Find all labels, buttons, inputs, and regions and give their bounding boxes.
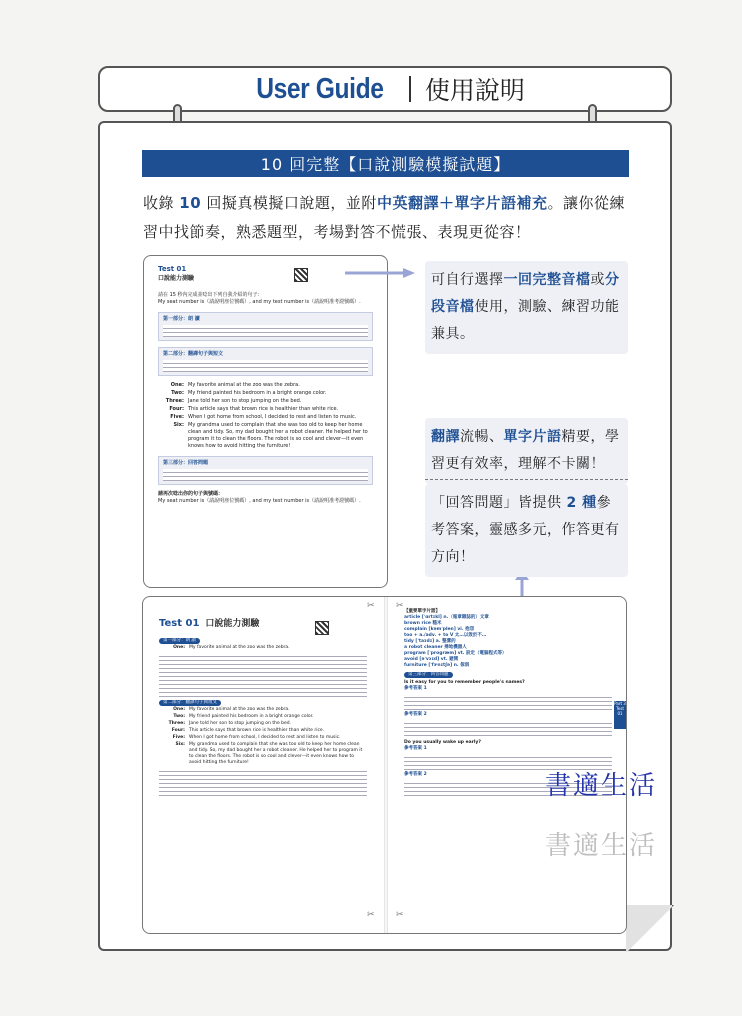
list-item [159, 735, 367, 741]
intro-text: 回擬真模擬口說題，並附 [201, 194, 377, 212]
scissors-icon: ✂ [367, 601, 375, 611]
side-tab: Part 3 Test 01 [614, 701, 626, 729]
list-item [159, 742, 367, 766]
qa-text: When I got home from school, I decided to rest and listen to music. [189, 735, 341, 740]
list-item [159, 728, 367, 734]
test-page-preview [143, 255, 388, 588]
qa-number: One: [173, 707, 185, 712]
intro-line-2: My seat number is（請說明座位號碼）, and my test number is（請說明准考證號碼）. [158, 299, 361, 305]
outro-line-2: My seat number is（請說明座位號碼）, and my test number is（請說明准考證號碼）. [158, 498, 361, 504]
qa-text: Jane told her son to stop jumping on the bed. [189, 721, 292, 726]
qa-text: My grandma used to complain that she was too old to keep her home clean and tidy. So, my dad bought her a robot cleaner. He helped her to program it to clean the floors. The robot is so cool and clever—it even knows how to avoid hitting the furniture! [188, 422, 368, 449]
qa-text: My favorite animal at the zoo was the zebra. [188, 382, 300, 388]
intro-number: 10 [179, 194, 202, 212]
intro-text: 收錄 [143, 194, 180, 212]
question-2: Do you usually wake up early? [404, 740, 481, 745]
spread-test-label: Test 01 [159, 618, 200, 629]
callout-highlight: 分段音檔 [431, 272, 620, 315]
qr-code-icon [294, 268, 308, 282]
reference-answer-label: 參考答案 2 [404, 772, 427, 777]
text-lines [159, 768, 367, 796]
list-item: too + a./adv. + to V 太…以致於不… [404, 633, 487, 638]
list-item [158, 398, 373, 405]
part2-pill: 第二部分：翻譯句子與短文 [159, 700, 221, 706]
list-item: article [ˈɑrtɪkl] n.（報章雜誌的）文章 [404, 615, 489, 620]
qa-number: Three: [168, 721, 185, 726]
section-title-band: 10 回完整【口說測驗模擬試題】 [142, 150, 629, 177]
list-item: brown rice 糙米 [404, 621, 442, 626]
scissors-icon: ✂ [367, 910, 375, 920]
reference-answer-label: 參考答案 2 [404, 712, 427, 717]
test-subtitle: 口說能力測驗 [158, 275, 195, 282]
intro-line: 請在 15 秒內完成並唸出下列自我介紹的句子： [158, 292, 263, 298]
callout-text: 使用，測驗、練習功能兼具。 [431, 299, 620, 342]
qa-number: Four: [169, 406, 184, 412]
header-divider [409, 76, 411, 102]
intro-text: 。讓你從練習中找節奏，熟悉題型，考場對答不慌張、表現更從容！ [143, 194, 625, 241]
qa-number: Six: [175, 742, 185, 747]
qa-text: My favorite animal at the zoo was the zebra. [189, 645, 290, 650]
qa-number: Three: [165, 398, 184, 404]
watermark: 書適生活 [545, 831, 658, 861]
spread-test-subtitle: 口說能力測驗 [205, 619, 260, 629]
text-lines [163, 360, 368, 372]
list-item [158, 422, 373, 450]
intro-highlight: 中英翻譯＋單字片語補充 [376, 194, 548, 212]
qa-text: When I got home from school, I decided to rest and listen to music. [188, 414, 357, 420]
qa-text: My favorite animal at the zoo was the zebra. [189, 707, 290, 712]
header-title-zh: 使用說明 [424, 76, 525, 105]
text-lines [404, 694, 612, 712]
qa-text: My grandma used to complain that she was too old to keep her home clean and tidy. So, my dad bought her a robot cleaner. He helped her to program it to clean the floors. The robot is so cool and clever—it even knows how to avoid hitting the furniture! [189, 742, 363, 765]
header-bar [98, 66, 672, 112]
qa-number: Two: [173, 714, 185, 719]
callout-translation [425, 418, 628, 484]
list-item: a robot cleaner 掃地機器人 [404, 645, 467, 650]
text-lines [163, 469, 368, 481]
qa-text: Jane told her son to stop jumping on the bed. [188, 398, 302, 404]
qa-number: Five: [170, 414, 184, 420]
list-item [158, 406, 373, 413]
part1-heading: 第一部分：朗 讀 [163, 316, 200, 322]
qa-text: This article says that brown rice is healthier than white rice. [189, 728, 325, 733]
qa-text: This article says that brown rice is healthier than white rice. [188, 406, 339, 412]
list-item [159, 721, 367, 727]
part3-pill: 第三部分：回答問題 [404, 672, 453, 678]
list-item [159, 707, 367, 713]
list-item: furniture [ˈfɝnɪtʃə] n. 傢俱 [404, 663, 470, 668]
callout-highlight: 單字片語 [503, 429, 562, 445]
spread-title [159, 618, 367, 629]
list-item: tidy [ˈtaɪdɪ] a. 整潔的 [404, 639, 456, 644]
part1-box [158, 312, 373, 341]
reference-answer-label: 參考答案 1 [404, 746, 427, 751]
part3-box [158, 456, 373, 485]
header-title-en: User Guide [256, 72, 384, 105]
qa-text: My friend painted his bedroom in a bright orange color. [188, 390, 327, 396]
scissors-icon: ✂ [396, 601, 404, 611]
part2-box [158, 347, 373, 376]
callout-text: 或 [590, 272, 605, 288]
text-lines [159, 653, 367, 697]
spread-left-page [143, 597, 383, 933]
qa-number: One: [173, 645, 185, 650]
part1-pill: 第一部分：朗 讀 [159, 638, 200, 644]
text-lines [404, 720, 612, 738]
reference-answer-label: 參考答案 1 [404, 686, 427, 691]
callout-highlight: 2 種 [566, 495, 597, 511]
list-item: program [ˈprogræm] vt. 設定（電腦程式等） [404, 651, 507, 656]
list-item [159, 645, 367, 651]
callout-highlight: 一回完整音檔 [503, 272, 591, 288]
qa-number: Six: [173, 422, 184, 428]
vocab-heading: 【重要單字片語】 [404, 609, 440, 614]
callout-text: 參考答案，靈感多元，作答更有方向！ [431, 495, 620, 565]
question-1: Is it easy for you to remember people's names? [404, 680, 525, 685]
callout-text: 流暢、 [460, 429, 504, 445]
part2-heading: 第二部分：翻譯句子與短文 [163, 351, 224, 357]
callout-answers [425, 484, 628, 577]
list-item: avoid [əˈvɔɪd] vt. 避開 [404, 657, 459, 662]
text-lines [163, 325, 368, 337]
list-item [159, 714, 367, 720]
qa-number: Four: [171, 728, 185, 733]
callout-highlight: 翻譯 [431, 429, 460, 445]
callout-audio [425, 261, 628, 354]
callout-text: 可自行選擇 [431, 272, 504, 288]
list-item: complain [kəmˈplen] vi. 抱怨 [404, 627, 475, 632]
list-item [158, 414, 373, 421]
qa-list [158, 382, 373, 450]
list-item [158, 390, 373, 397]
qa-number: One: [170, 382, 184, 388]
test-label: Test 01 [158, 265, 187, 273]
callout-text: 精要，學習更有效率，理解不卡關！ [431, 429, 620, 472]
callout-text: 「回答問題」皆提供 [431, 495, 567, 511]
callout-divider [425, 479, 628, 480]
arrow-right-icon [345, 268, 415, 278]
intro-paragraph [143, 189, 633, 247]
qa-number: Five: [172, 735, 185, 740]
qr-code-icon [315, 621, 329, 635]
outro-line: 請再次唸出你的句子與號碼： [158, 491, 224, 497]
list-item [158, 382, 373, 389]
part3-heading: 第三部分：回答問題 [163, 460, 209, 466]
qa-text: My friend painted his bedroom in a bright orange color. [189, 714, 314, 719]
qa-number: Two: [171, 390, 184, 396]
scissors-icon: ✂ [396, 910, 404, 920]
watermark: 書適生活 [545, 771, 658, 801]
